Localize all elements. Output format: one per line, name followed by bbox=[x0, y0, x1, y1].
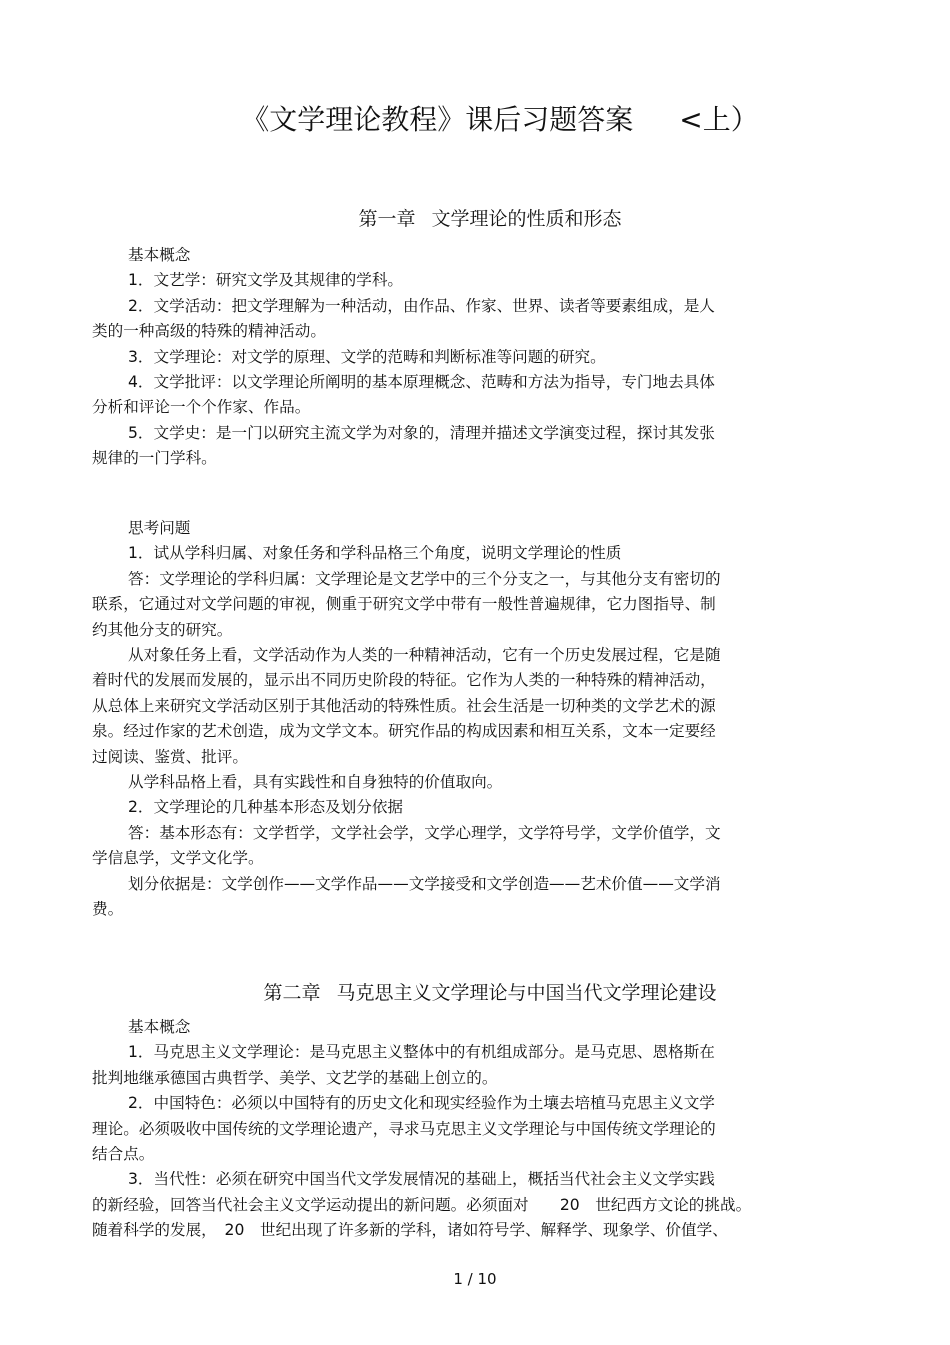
chapter-2-concepts bbox=[92, 1015, 812, 1244]
answer-line: 从学科品格上看，具有实践性和自身独特的价值取向。 bbox=[128, 773, 503, 792]
paragraph-line: 随着科学的发展， 20 世纪出现了许多新的学科，诸如符号学、解释学、现象学、价值学、 bbox=[92, 1221, 728, 1240]
paragraph-line: 类的一种高级的特殊的精神活动。 bbox=[92, 322, 326, 341]
paragraph-line: 批判地继承德国古典哲学、美学、文艺学的基础上创立的。 bbox=[92, 1068, 498, 1087]
answer-line: 泉。经过作家的艺术创造，成为文学文本。研究作品的构成因素和相互关系，文本一定要经 bbox=[92, 722, 716, 741]
paragraph-line: 2．中国特色：必须以中国特有的历史文化和现实经验作为土壤去培植马克思主义文学 bbox=[128, 1094, 715, 1113]
chapter-1-title: 文学理论的性质和形态 bbox=[431, 208, 622, 230]
page-number: 1 / 10 bbox=[453, 1270, 497, 1288]
answer-line: 过阅读、鉴赏、批评。 bbox=[92, 747, 248, 766]
paragraph-line: 3．当代性：必须在研究中国当代文学发展情况的基础上，概括当代社会主义文学实践 bbox=[128, 1170, 715, 1189]
question-line: 2．文学理论的几种基本形态及划分依据 bbox=[128, 798, 404, 817]
paragraph-line: 2．文学活动：把文学理解为一种活动，由作品、作家、世界、读者等要素组成，是人 bbox=[128, 296, 715, 315]
answer-line: 费。 bbox=[92, 900, 124, 919]
paragraph-line: 4．文学批评：以文学理论所阐明的基本原理概念、范畴和方法为指导，专门地去具体 bbox=[128, 373, 715, 392]
title-main: 《文学理论教程》课后习题答案 bbox=[241, 103, 634, 136]
chapter-2-heading bbox=[0, 978, 950, 1005]
answer-line: 约其他分支的研究。 bbox=[92, 620, 233, 639]
paragraph-line: 规律的一门学科。 bbox=[92, 449, 217, 468]
section-label: 基本概念 bbox=[128, 1018, 191, 1036]
answer-line: 划分依据是：文学创作——文学作品——文学接受和文学创造——艺术价值——文学消 bbox=[128, 874, 721, 893]
answer-line: 学信息学，文学文化学。 bbox=[92, 849, 264, 868]
chapter-1-number: 第一章 bbox=[358, 208, 416, 230]
answer-line: 从总体上来研究文学活动区别于其他活动的特殊性质。社会生活是一切种类的文学艺术的源 bbox=[92, 696, 716, 715]
paragraph-line: 结合点。 bbox=[92, 1145, 155, 1164]
paragraph-line: 理论。必须吸收中国传统的文学理论遗产，寻求马克思主义文学理论与中国传统文学理论的 bbox=[92, 1119, 716, 1138]
section-label: 思考问题 bbox=[128, 519, 191, 537]
answer-line: 联系，它通过对文学问题的审视，侧重于研究文学中带有一般性普遍规律，它力图指导、制 bbox=[92, 595, 716, 614]
paragraph-line: 的新经验，回答当代社会主义文学运动提出的新问题。必须面对 20 世纪西方文论的挑战。 bbox=[92, 1195, 752, 1214]
paragraph-line: 分析和评论一个个作家、作品。 bbox=[92, 398, 311, 417]
answer-line: 答：基本形态有：文学哲学，文学社会学，文学心理学，文学符号学，文学价值学，文 bbox=[128, 823, 721, 842]
paragraph-line: 1．文艺学：研究文学及其规律的学科。 bbox=[128, 271, 404, 290]
document-title bbox=[0, 98, 950, 138]
answer-line: 答：文学理论的学科归属：文学理论是文艺学中的三个分支之一，与其他分支有密切的 bbox=[128, 569, 721, 588]
paragraph-line: 3．文学理论：对文学的原理、文学的范畴和判断标准等问题的研究。 bbox=[128, 347, 606, 366]
section-label: 基本概念 bbox=[128, 246, 191, 264]
chapter-1-questions bbox=[92, 516, 812, 923]
answer-line: 着时代的发展而发展的，显示出不同历史阶段的特征。它作为人类的一种特殊的精神活动， bbox=[92, 671, 716, 690]
question-line: 1．试从学科归属、对象任务和学科品格三个角度，说明文学理论的性质 bbox=[128, 544, 622, 563]
answer-line: 从对象任务上看，文学活动作为人类的一种精神活动，它有一个历史发展过程，它是随 bbox=[128, 646, 721, 665]
chapter-2-title: 马克思主义文学理论与中国当代文学理论建设 bbox=[336, 982, 717, 1004]
paragraph-line: 1．马克思主义文学理论：是马克思主义整体中的有机组成部分。是马克思、恩格斯在 bbox=[128, 1043, 715, 1062]
chapter-2-number: 第二章 bbox=[263, 982, 321, 1004]
paragraph-line: 5．文学史：是一门以研究主流文学为对象的，清理并描述文学演变过程，探讨其发张 bbox=[128, 423, 715, 442]
title-suffix: <上） bbox=[679, 103, 759, 136]
chapter-1-concepts bbox=[92, 243, 812, 472]
chapter-1-heading bbox=[0, 204, 950, 231]
